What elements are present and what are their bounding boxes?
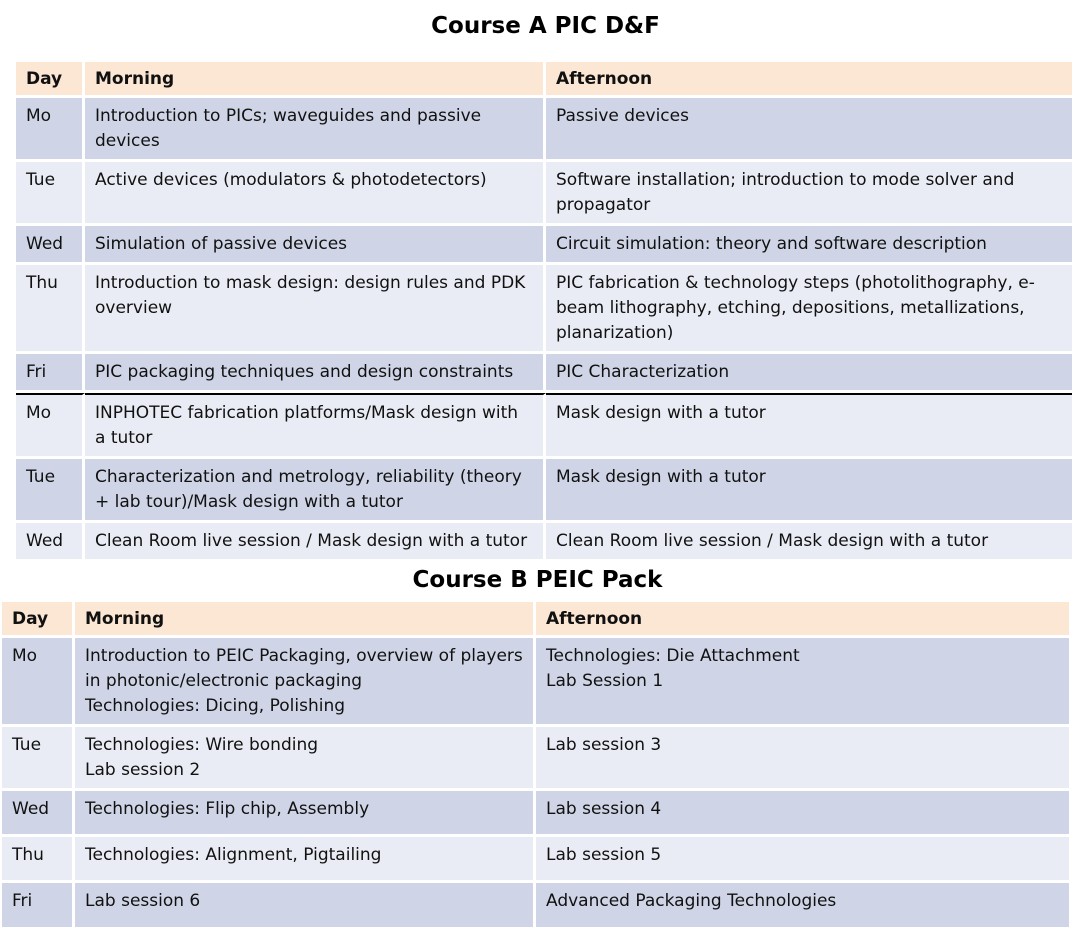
morning-cell: PIC packaging techniques and design constraints: [85, 354, 546, 393]
header-day: Day: [2, 602, 75, 638]
table-header-row: [16, 62, 1072, 98]
course-a-title: Course A PIC D&F: [431, 13, 660, 39]
table-row: [16, 459, 1072, 523]
morning-cell: [75, 727, 536, 791]
header-afternoon: Afternoon: [536, 602, 1069, 638]
table-row: [16, 265, 1072, 354]
header-morning: Morning: [75, 602, 536, 638]
table-header-row: [2, 602, 1069, 638]
table-row: [16, 393, 1072, 459]
afternoon-line: Technologies: Die Attachment: [546, 646, 800, 666]
morning-cell: Active devices (modulators & photodetectors): [85, 162, 546, 226]
morning-line: Technologies: Wire bonding: [85, 735, 319, 755]
afternoon-cell: PIC fabrication & technology steps (photolithography, e-beam lithography, etching, depositions, metallizations, planarization): [546, 265, 1072, 354]
day-cell: Wed: [16, 523, 85, 559]
day-cell: Fri: [2, 883, 75, 927]
header-day: Day: [16, 62, 85, 98]
afternoon-cell: [536, 883, 1069, 927]
afternoon-cell: [536, 837, 1069, 883]
afternoon-cell: Mask design with a tutor: [546, 393, 1072, 459]
day-cell: Thu: [16, 265, 85, 354]
morning-cell: Simulation of passive devices: [85, 226, 546, 265]
morning-cell: Introduction to PICs; waveguides and passive devices: [85, 98, 546, 162]
morning-line: Lab session 2: [85, 760, 201, 780]
afternoon-line: Lab session 4: [546, 799, 662, 819]
course-a-schedule-table: [16, 62, 1072, 559]
morning-line: Technologies: Flip chip, Assembly: [85, 799, 370, 819]
header-afternoon: Afternoon: [546, 62, 1072, 98]
day-cell: Fri: [16, 354, 85, 393]
morning-cell: [75, 837, 536, 883]
afternoon-cell: [536, 638, 1069, 727]
table-row: [16, 354, 1072, 393]
course-b-schedule-table: [2, 602, 1069, 927]
afternoon-line: Lab session 3: [546, 735, 662, 755]
morning-cell: [75, 791, 536, 837]
table-row: [16, 226, 1072, 265]
day-cell: Mo: [16, 98, 85, 162]
afternoon-cell: Mask design with a tutor: [546, 459, 1072, 523]
header-morning: Morning: [85, 62, 546, 98]
morning-line: Lab session 6: [85, 891, 201, 911]
table-row: [16, 98, 1072, 162]
table-row: [16, 162, 1072, 226]
afternoon-cell: Passive devices: [546, 98, 1072, 162]
course-b-title: Course B PEIC Pack: [412, 567, 663, 593]
day-cell: Wed: [2, 791, 75, 837]
morning-cell: Characterization and metrology, reliability (theory + lab tour)/Mask design with a tutor: [85, 459, 546, 523]
morning-line: Technologies: Alignment, Pigtailing: [85, 845, 382, 865]
table-row: [16, 523, 1072, 559]
table-row: [2, 791, 1069, 837]
afternoon-cell: PIC Characterization: [546, 354, 1072, 393]
morning-line: Technologies: Dicing, Polishing: [85, 696, 346, 716]
day-cell: Tue: [2, 727, 75, 791]
morning-cell: Clean Room live session / Mask design with a tutor: [85, 523, 546, 559]
afternoon-cell: Software installation; introduction to mode solver and propagator: [546, 162, 1072, 226]
day-cell: Tue: [16, 162, 85, 226]
morning-cell: [75, 883, 536, 927]
morning-line: Introduction to PEIC Packaging, overview of players in photonic/electronic packaging: [85, 646, 523, 691]
afternoon-cell: Clean Room live session / Mask design with a tutor: [546, 523, 1072, 559]
table-row: [2, 837, 1069, 883]
day-cell: Wed: [16, 226, 85, 265]
morning-cell: [75, 638, 536, 727]
day-cell: Mo: [2, 638, 75, 727]
day-cell: Mo: [16, 393, 85, 459]
table-row: [2, 638, 1069, 727]
day-cell: Thu: [2, 837, 75, 883]
afternoon-cell: [536, 727, 1069, 791]
table-row: [2, 727, 1069, 791]
morning-cell: Introduction to mask design: design rules and PDK overview: [85, 265, 546, 354]
table-row: [2, 883, 1069, 927]
afternoon-line: Lab Session 1: [546, 671, 664, 691]
afternoon-cell: [536, 791, 1069, 837]
morning-cell: INPHOTEC fabrication platforms/Mask design with a tutor: [85, 393, 546, 459]
afternoon-line: Advanced Packaging Technologies: [546, 891, 837, 911]
day-cell: Tue: [16, 459, 85, 523]
afternoon-cell: Circuit simulation: theory and software description: [546, 226, 1072, 265]
afternoon-line: Lab session 5: [546, 845, 662, 865]
